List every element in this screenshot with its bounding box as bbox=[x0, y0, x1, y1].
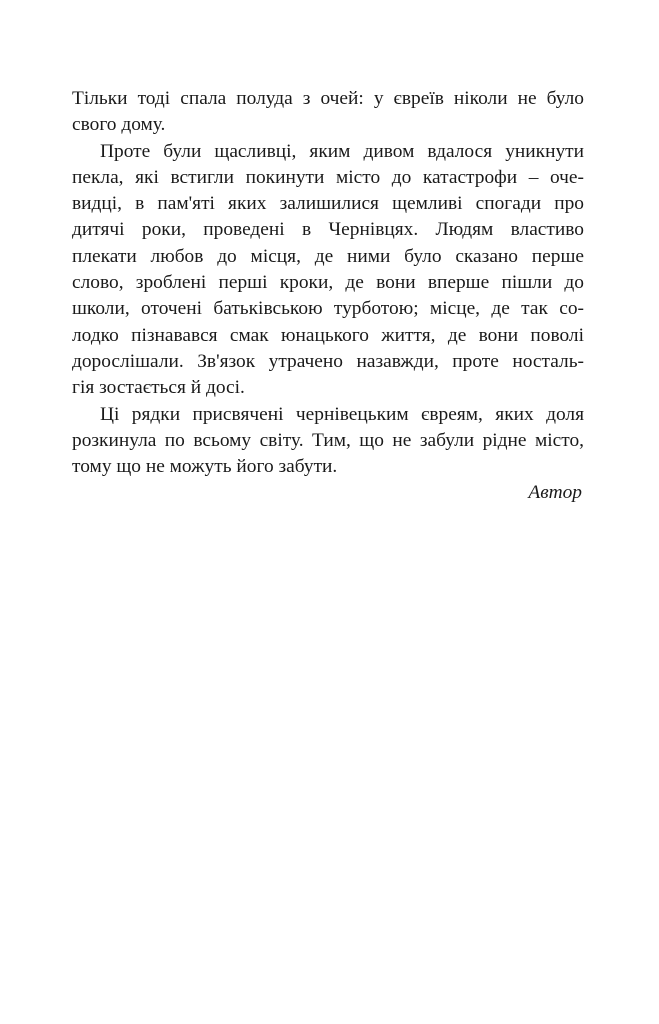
text-line: розкинула по всьому світу. Тим, що не забули рідне місто, bbox=[72, 429, 584, 451]
paragraph-1 bbox=[72, 86, 584, 139]
text-line: дитячі роки, проведені в Чернівцях. Людям властиво bbox=[72, 219, 584, 241]
page-text bbox=[72, 86, 584, 507]
text-line: тому що не можуть його забути. bbox=[72, 456, 338, 478]
author-signature: Автор bbox=[528, 482, 582, 504]
paragraph-3 bbox=[72, 402, 584, 481]
paragraph-2 bbox=[72, 139, 584, 402]
text-line: слово, зроблені перші кроки, де вони вперше пішли до bbox=[72, 272, 584, 294]
text-line: школи, оточені батьківською турботою; місце, де так со- bbox=[72, 298, 584, 320]
text-line: лодко пізнавався смак юнацького життя, де вони поволі bbox=[72, 324, 584, 346]
text-line: пекла, які встигли покинути місто до катастрофи – оче- bbox=[72, 166, 584, 188]
text-line: Тільки тоді спала полуда з очей: у євреїв ніколи не було bbox=[72, 88, 584, 109]
text-line: дорослішали. Зв'язок утрачено назавжди, проте носталь- bbox=[72, 350, 584, 372]
text-line: видці, в пам'яті яких залишилися щемливі спогади про bbox=[72, 193, 584, 215]
text-line: свого дому. bbox=[72, 114, 166, 136]
text-line: Проте були щасливці, яким дивом вдалося уникнути bbox=[100, 140, 584, 162]
text-line: гія зостається й досі. bbox=[72, 377, 245, 399]
text-line: Ці рядки присвячені чернівецьким євреям, яких доля bbox=[100, 403, 584, 425]
text-line: плекати любов до місця, де ними було сказано перше bbox=[72, 245, 584, 267]
